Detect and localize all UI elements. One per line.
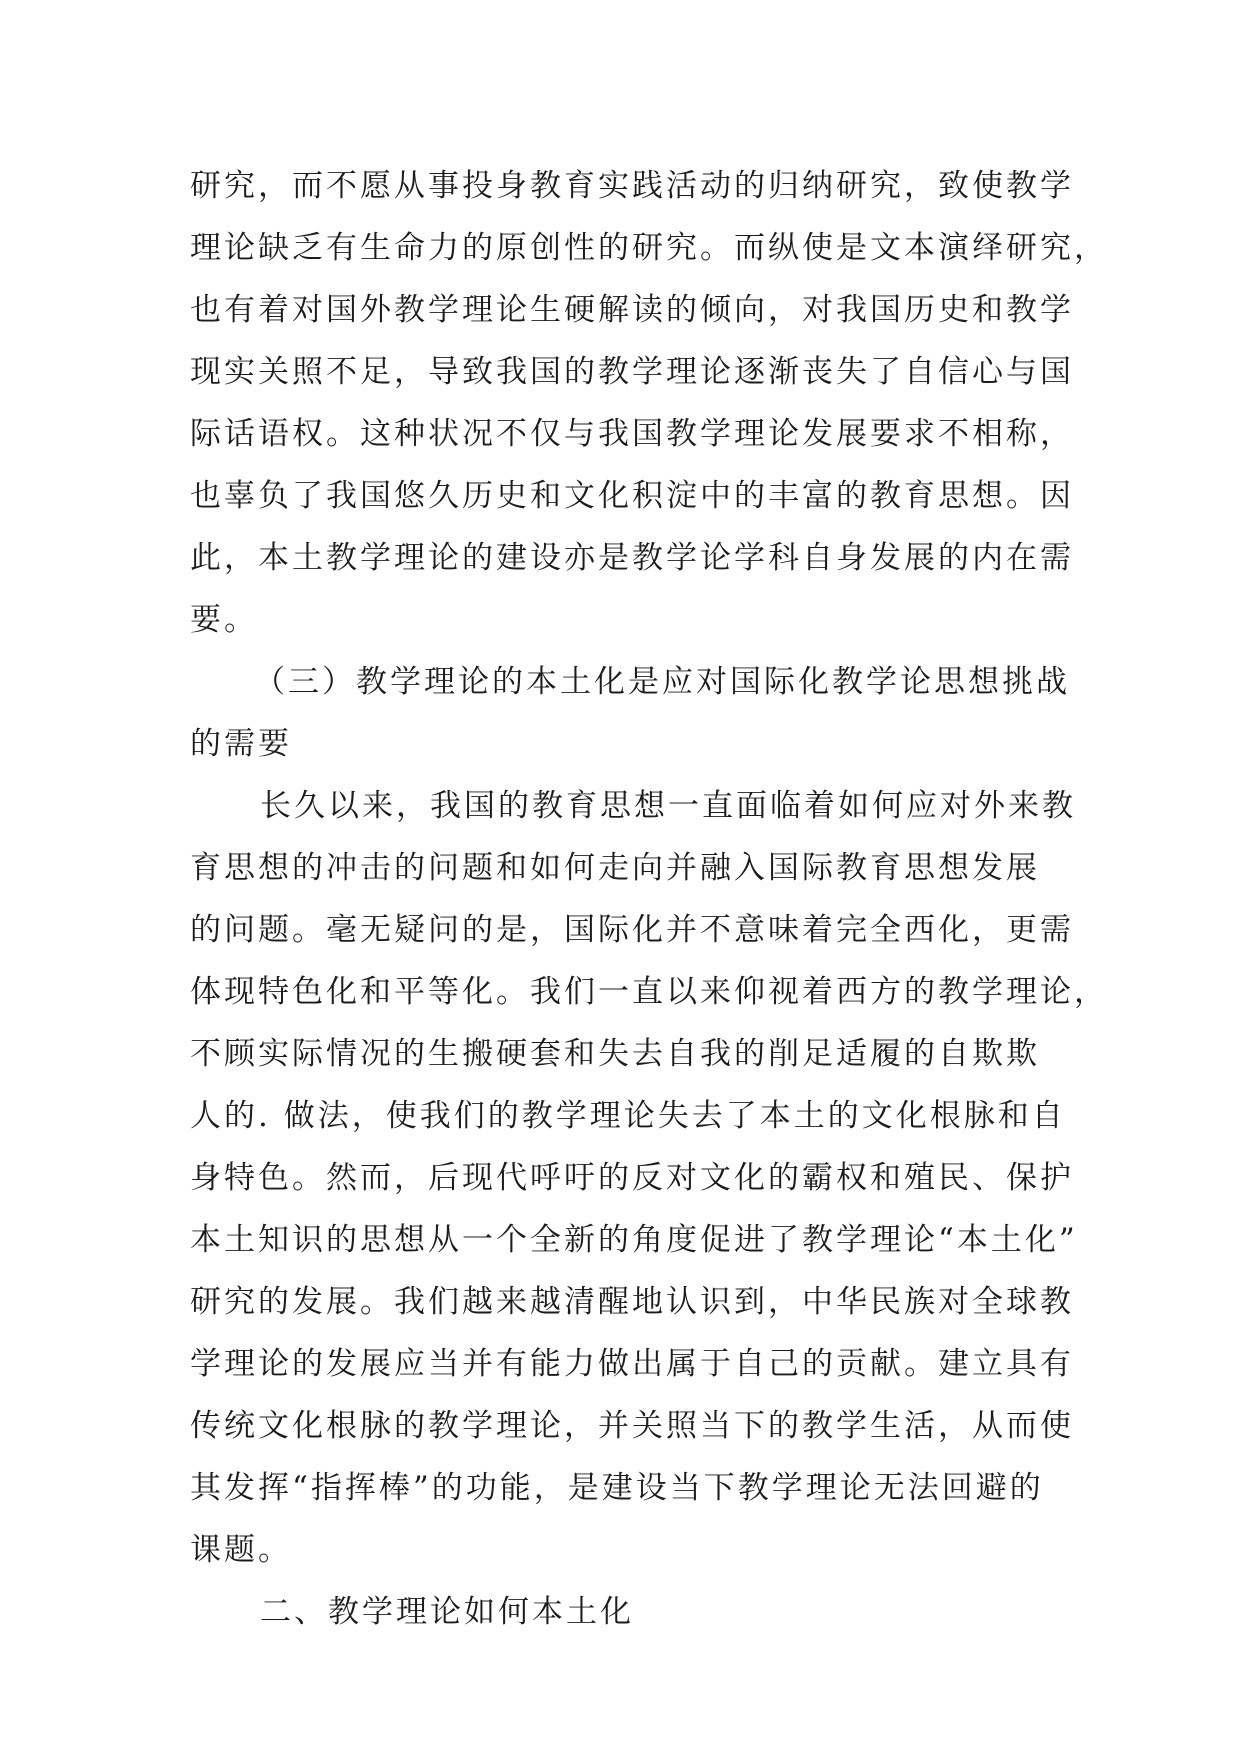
text-line: 学理论的发展应当并有能力做出属于自己的贡献。建立具有 [190,1346,1074,1382]
text-line: 理论缺乏有生命力的原创性的研究。而纵使是文本演绎研究， [190,230,1108,266]
text-line: 传统文化根脉的教学理论，并关照当下的教学生活，从而使 [190,1408,1074,1444]
text-line: 也有着对国外教学理论生硬解读的倾向，对我国历史和教学 [190,292,1074,328]
text-line: 其发挥“指挥棒”的功能，是建设当下教学理论无法回避的 [190,1470,1044,1506]
heading-line: （三）教学理论的本土化是应对国际化教学论思想挑战 [254,664,1070,700]
text-line: 研究，而不愿从事投身教育实践活动的归纳研究，致使教学 [190,168,1074,204]
text-line: 长久以来，我国的教育思想一直面临着如何应对外来教 [260,788,1076,824]
text-line: 课题。 [190,1532,292,1568]
paragraph-international [190,775,1108,1581]
section-heading-2: 二、教学理论如何本土化 [260,1594,634,1630]
document-body [190,155,1108,1643]
text-line: 身特色。然而，后现代呼吁的反对文化的霸权和殖民、保护 [190,1160,1074,1196]
section-heading-3 [190,651,1090,775]
text-line: 本土知识的思想从一个全新的角度促进了教学理论“本土化” [190,1222,1078,1258]
paragraph-continued [190,155,1108,651]
text-line: 的问题。毫无疑问的是，国际化并不意味着完全西化，更需 [190,912,1074,948]
text-line: 研究的发展。我们越来越清醒地认识到，中华民族对全球教 [190,1284,1074,1320]
text-line: 此，本土教学理论的建设亦是教学论学科自身发展的内在需 [190,540,1074,576]
text-line: 人的. 做法，使我们的教学理论失去了本土的文化根脉和自 [190,1098,1066,1134]
text-line: 育思想的冲击的问题和如何走向并融入国际教育思想发展 [190,850,1040,886]
text-line: 不顾实际情况的生搬硬套和失去自我的削足适履的自欺欺 [190,1036,1040,1072]
text-line: 也辜负了我国悠久历史和文化积淀中的丰富的教育思想。因 [190,478,1074,514]
heading-line: 的需要 [190,726,292,762]
text-line: 体现特色化和平等化。我们一直以来仰视着西方的教学理论， [190,974,1108,1010]
text-line: 要。 [190,602,258,638]
text-line: 际话语权。这种状况不仅与我国教学理论发展要求不相称， [190,416,1074,452]
text-line: 现实关照不足，导致我国的教学理论逐渐丧失了自信心与国 [190,354,1074,390]
